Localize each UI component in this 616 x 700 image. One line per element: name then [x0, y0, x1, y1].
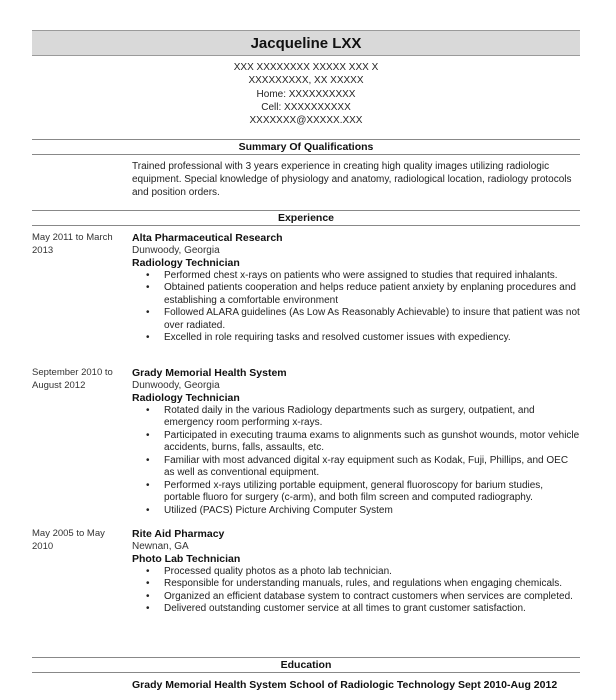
contact-city-line: XXXXXXXXX, XX XXXXX — [248, 75, 364, 87]
contact-cell-phone: Cell: XXXXXXXXXX — [261, 101, 351, 113]
contact-email: XXXXXXX@XXXXX.XXX — [249, 115, 363, 127]
job-bullet: • Followed ALARA guidelines (As Low As Reasonably Achievable) to insure that patient was not over radiated. — [132, 307, 580, 332]
job-bullet: • Obtained patients cooperation and helps reduce patient anxiety by enplaning procedures and establishing a comfortable environment — [132, 282, 580, 307]
job-bullet: • Performed x-rays utilizing portable equipment, general fluoroscopy for barium studies, portable fluoro for surgery (c-arm), and both film screen and computed radiography. — [132, 480, 580, 505]
job-location: Dunwoody, Georgia — [132, 379, 220, 391]
job-dates: September 2010 to August 2012 — [32, 367, 113, 391]
contact-address-line: XXX XXXXXXXX XXXXX XXX X — [233, 62, 379, 73]
education-heading: Education — [32, 657, 580, 673]
job-bullet: • Rotated daily in the various Radiology departments such as surgery, outpatient, and emergency room performing x-rays. — [132, 405, 580, 430]
job-location: Dunwoody, Georgia — [132, 244, 220, 256]
job-bullet: • Performed chest x-rays on patients who were assigned to studies that required inhalants. — [132, 270, 580, 283]
summary-heading: Summary Of Qualifications — [32, 139, 580, 155]
job-role: Photo Lab Technician — [132, 553, 241, 565]
job-body — [132, 528, 580, 616]
job-bullet: • Utilized (PACS) Picture Archiving Computer System — [132, 505, 580, 518]
job-body — [132, 232, 580, 345]
job-bullet: • Processed quality photos as a photo lab technician. — [132, 566, 580, 579]
contact-block — [32, 61, 580, 127]
summary-text: Trained professional with 3 years experience in creating high quality images utilizing radiologic equipment. Special knowledge of physiology and anatomy, radiological location, radiology protocols and position orders. — [132, 161, 572, 198]
job-role: Radiology Technician — [132, 392, 240, 404]
education-entry: Grady Memorial Health System School of Radiologic Technology Sept 2010-Aug 2012 — [132, 679, 558, 691]
resume-name: Jacqueline LXX — [32, 30, 580, 56]
job-bullet: • Responsible for understanding manuals, rules, and regulations when engaging chemicals. — [132, 578, 580, 591]
job-bullet: • Delivered outstanding customer service at all times to grant customer satisfaction. — [132, 603, 580, 616]
job-company: Alta Pharmaceutical Research — [132, 232, 283, 244]
job-bullet: • Participated in executing trauma exams to alignments such as gunshot wounds, motor vehicle accidents, burns, falls, assaults, etc. — [132, 430, 580, 455]
job-bullets — [132, 566, 580, 616]
job-bullet: • Organized an efficient database system to contract customers when services are completed. — [132, 591, 580, 604]
job-location: Newnan, GA — [132, 540, 189, 552]
contact-home-phone: Home: XXXXXXXXXX — [256, 88, 356, 100]
job-company: Rite Aid Pharmacy — [132, 528, 225, 540]
job-body — [132, 367, 580, 517]
job-bullet: • Excelled in role requiring tasks and resolved customer issues with expediency. — [132, 332, 580, 345]
job-bullets — [132, 270, 580, 345]
job-bullets — [132, 405, 580, 518]
job-dates: May 2011 to March 2013 — [32, 232, 113, 256]
job-dates: May 2005 to May 2010 — [32, 528, 105, 552]
job-bullet: • Familiar with most advanced digital x-ray equipment such as Kodak, Fuji, Phillips, and OEC as well as conventional equipment. — [132, 455, 580, 480]
job-company: Grady Memorial Health System — [132, 367, 287, 379]
experience-heading: Experience — [32, 210, 580, 226]
job-role: Radiology Technician — [132, 257, 240, 269]
